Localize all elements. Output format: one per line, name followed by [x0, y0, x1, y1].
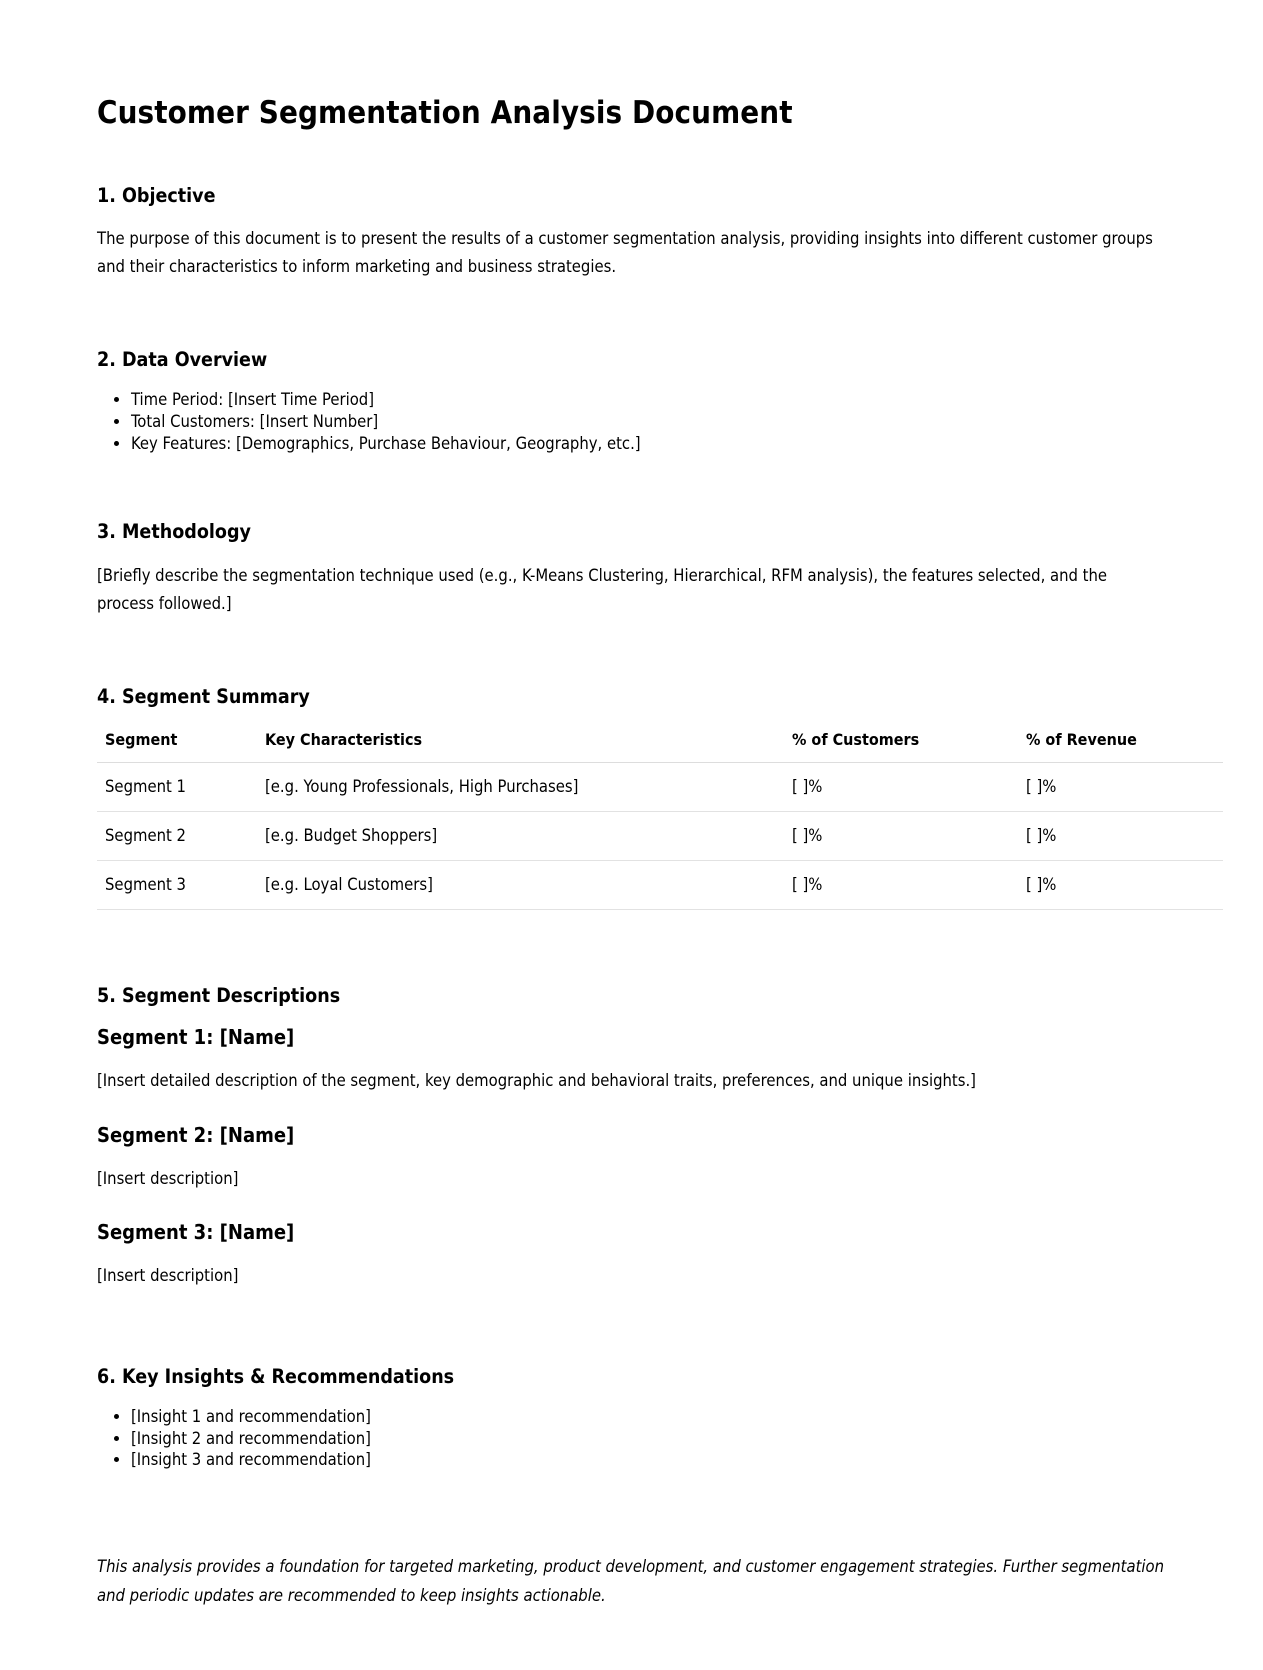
- segment-description-block: [97, 1025, 1166, 1095]
- section-heading-methodology: 3. Methodology: [97, 520, 251, 544]
- section-heading-objective: 1. Objective: [97, 183, 216, 207]
- cell-percent-customers: [ ]%: [784, 812, 1018, 861]
- spacer: [97, 946, 1166, 984]
- segment-summary-table: [97, 726, 1223, 910]
- table-body: [97, 763, 1223, 910]
- cell-percent-revenue: [ ]%: [1018, 812, 1223, 861]
- section-segment-descriptions: [97, 984, 1166, 1291]
- spacer: [97, 1327, 1166, 1365]
- column-header-key-characteristics: Key Characteristics: [257, 726, 784, 763]
- page-title: Customer Segmentation Analysis Document: [97, 95, 793, 131]
- key-insights-list: [97, 1406, 1166, 1471]
- methodology-paragraph: [Briefly describe the segmentation technique used (e.g., K-Means Clustering, Hierarchical, RFM analysis), the features selected, and the process followed.]: [97, 565, 1108, 614]
- spacer: [97, 1507, 1166, 1553]
- segment-1-description: [Insert detailed description of the segment, key demographic and behavioral traits, preferences, and unique insights.]: [97, 1071, 976, 1091]
- cell-characteristics: [e.g. Budget Shoppers]: [257, 812, 784, 861]
- segment-3-heading: Segment 3: [Name]: [97, 1220, 295, 1245]
- cell-percent-customers: [ ]%: [784, 861, 1018, 910]
- cell-characteristics: [e.g. Loyal Customers]: [257, 861, 784, 910]
- section-objective: [97, 184, 1166, 282]
- section-data-overview: [97, 348, 1166, 455]
- cell-percent-revenue: [ ]%: [1018, 861, 1223, 910]
- list-item: • [Insight 3 and recommendation]: [131, 1449, 1166, 1471]
- section-heading-segment-summary: 4. Segment Summary: [97, 684, 310, 708]
- segment-1-heading: Segment 1: [Name]: [97, 1025, 295, 1050]
- segment-2-description: [Insert description]: [97, 1168, 239, 1188]
- segment-3-description: [Insert description]: [97, 1266, 239, 1286]
- cell-percent-revenue: [ ]%: [1018, 763, 1223, 812]
- cell-characteristics: [e.g. Young Professionals, High Purchases]: [257, 763, 784, 812]
- column-header-percent-customers: % of Customers: [784, 726, 1018, 763]
- section-heading-segment-descriptions: 5. Segment Descriptions: [97, 984, 341, 1007]
- section-heading-data-overview: 2. Data Overview: [97, 347, 268, 371]
- objective-paragraph: The purpose of this document is to present the results of a customer segmentation analysis, providing insights into different customer groups and their characteristics to inform marketing and business strategies.: [97, 229, 1153, 277]
- spacer: [97, 655, 1166, 685]
- table-row: [97, 812, 1223, 861]
- column-header-percent-revenue: % of Revenue: [1018, 726, 1223, 763]
- cell-percent-customers: [ ]%: [784, 763, 1018, 812]
- spacer: [97, 490, 1166, 520]
- section-segment-summary: [97, 685, 1166, 910]
- list-item: • Key Features: [Demographics, Purchase Behaviour, Geography, etc.]: [131, 433, 1166, 455]
- column-header-segment: Segment: [97, 726, 257, 763]
- table-row: [97, 861, 1223, 910]
- list-item: • Total Customers: [Insert Number]: [131, 411, 1166, 433]
- table-header: [97, 726, 1223, 763]
- closing-note: This analysis provides a foundation for targeted marketing, product development, and customer engagement strategies. Further segmentation and periodic updates are recommended to keep insights actionable.: [97, 1557, 1165, 1605]
- segment-description-block: [97, 1123, 1166, 1193]
- list-item: • [Insight 2 and recommendation]: [131, 1428, 1166, 1450]
- table-row: [97, 763, 1223, 812]
- list-item: • [Insight 1 and recommendation]: [131, 1406, 1166, 1428]
- section-heading-key-insights: 6. Key Insights & Recommendations: [97, 1364, 455, 1388]
- section-methodology: [97, 520, 1166, 618]
- data-overview-list: [97, 389, 1166, 454]
- spacer: [97, 318, 1166, 348]
- segment-2-heading: Segment 2: [Name]: [97, 1122, 295, 1147]
- cell-segment: Segment 2: [97, 812, 257, 861]
- segment-description-block: [97, 1220, 1166, 1290]
- cell-segment: Segment 1: [97, 763, 257, 812]
- list-item: • Time Period: [Insert Time Period]: [131, 389, 1166, 411]
- table-header-row: [97, 726, 1223, 763]
- cell-segment: Segment 3: [97, 861, 257, 910]
